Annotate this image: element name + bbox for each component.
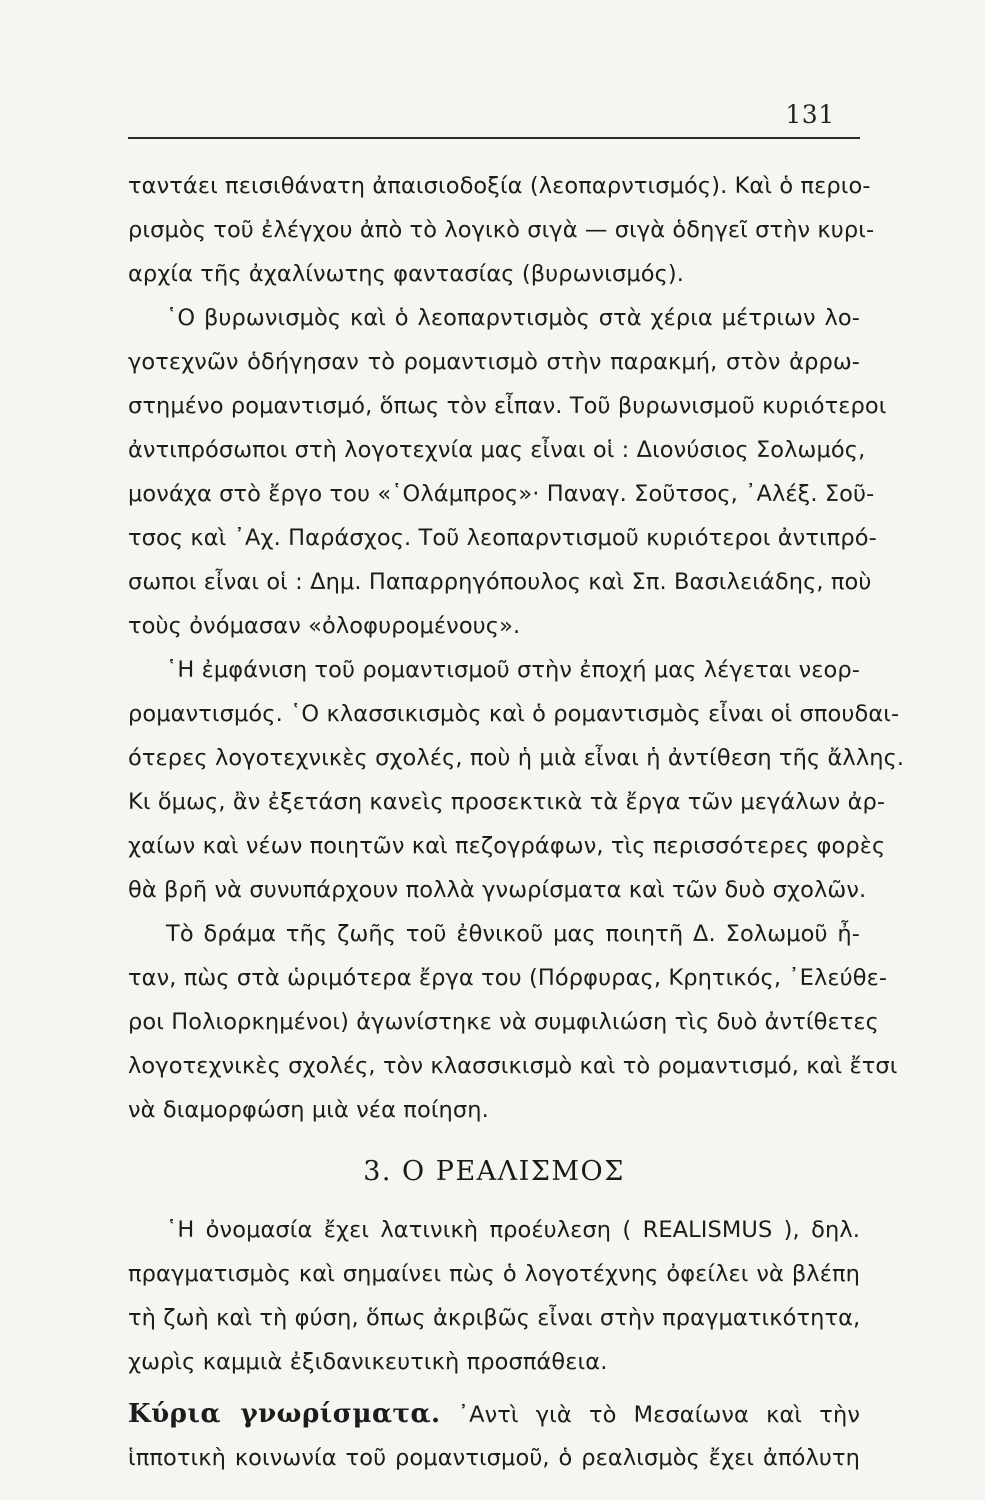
- header-rule: [128, 137, 860, 139]
- text-line: μονάχα στὸ ἔργο του «῾Ολάμπρος»· Παναγ. Σοῦτσος, ᾿Αλέξ. Σοῦ-: [128, 481, 875, 507]
- text-line: Κι ὅμως, ἂν ἐξετάση κανεὶς προσεκτικὰ τὰ ἔργα τῶν μεγάλων ἀρ-: [128, 789, 886, 815]
- text-line: ρισμὸς τοῦ ἐλέγχου ἀπὸ τὸ λογικὸ σιγὰ — σιγὰ ὁδηγεῖ στὴν κυρι-: [128, 217, 875, 243]
- text-line: λογοτεχνικὲς σχολές, τὸν κλασσικισμὸ καὶ τὸ ρομαντισμό, καὶ ἔτσι: [128, 1053, 898, 1079]
- text-line: αρχία τῆς ἀχαλίνωτης φαντασίας (βυρωνισμός).: [128, 261, 685, 287]
- text-line: ταν, πὼς στὰ ὡριμότερα ἔργα του (Πόρφυρας, Κρητικός, ᾿Ελεύθε-: [128, 965, 888, 991]
- subheading-line: [128, 1392, 860, 1436]
- text-line: σωποι εἶναι οἱ : Δημ. Παπαρρηγόπουλος καὶ Σπ. Βασιλειάδης, ποὺ: [128, 569, 872, 595]
- text-line: τὴ ζωὴ καὶ τὴ φύση, ὅπως ἀκριβῶς εἶναι στὴν πραγματικότητα,: [128, 1305, 861, 1331]
- text-line: ροι Πολιορκημένοι) ἀγωνίστηκε νὰ συμφιλιώση τὶς δυὸ ἀντίθετες: [128, 1009, 879, 1035]
- text-line: ταντάει πεισιθάνατη ἀπαισιοδοξία (λεοπαρντισμός). Καὶ ὁ περιο-: [128, 173, 871, 199]
- subheading-line-text: ᾿Αντὶ γιὰ τὸ Μεσαίωνα καὶ τὴν: [440, 1402, 860, 1428]
- text-line: ρομαντισμός. ῾Ο κλασσικισμὸς καὶ ὁ ρομαντισμὸς εἶναι οἱ σπουδαι-: [128, 701, 900, 727]
- page-number: 131: [785, 100, 835, 129]
- text-line: ότερες λογοτεχνικὲς σχολές, ποὺ ἡ μιὰ εἶναι ἡ ἀντίθεση τῆς ἄλλης.: [128, 745, 905, 771]
- text-line: πραγματισμὸς καὶ σημαίνει πὼς ὁ λογοτέχνης ὀφείλει νὰ βλέπη: [128, 1261, 860, 1287]
- text-line: χωρὶς καμμιὰ ἐξιδανικευτικὴ προσπάθεια.: [128, 1349, 608, 1375]
- text-line: τσος καὶ ᾿Αχ. Παράσχος. Τοῦ λεοπαρντισμοῦ κυριότεροι ἀντιπρό-: [128, 525, 877, 551]
- text-line: ῾Ο βυρωνισμὸς καὶ ὁ λεοπαρντισμὸς στὰ χέρια μέτριων λο-: [166, 305, 860, 331]
- text-line: νὰ διαμορφώση μιὰ νέα ποίηση.: [128, 1097, 489, 1123]
- text-line: γοτεχνῶν ὁδήγησαν τὸ ρομαντισμὸ στὴν παρακμή, στὸν ἀρρω-: [128, 349, 860, 375]
- text-line: τοὺς ὀνόμασαν «ὀλοφυρομένους».: [128, 613, 521, 639]
- text-line: ῾Η ἐμφάνιση τοῦ ρομαντισμοῦ στὴν ἐποχή μας λέγεται νεορ-: [166, 657, 861, 683]
- section-heading: 3. Ο ΡΕΑΛΙΣΜΟΣ: [363, 1156, 625, 1187]
- text-line: ἱπποτικὴ κοινωνία τοῦ ρομαντισμοῦ, ὁ ρεαλισμὸς ἔχει ἀπόλυτη: [128, 1445, 860, 1471]
- text-line: στημένο ρομαντισμό, ὅπως τὸν εἶπαν. Τοῦ βυρωνισμοῦ κυριότεροι: [128, 393, 887, 419]
- text-line: χαίων καὶ νέων ποιητῶν καὶ πεζογράφων, τὶς περισσότερες φορὲς: [128, 833, 886, 859]
- text-line: Τὸ δράμα τῆς ζωῆς τοῦ ἐθνικοῦ μας ποιητῆ Δ. Σολωμοῦ ἦ-: [166, 921, 860, 947]
- text-line: ῾Η ὀνομασία ἔχει λατινικὴ προέυλεση ( REALISMUS ), δηλ.: [166, 1217, 860, 1243]
- text-line: θὰ βρῆ νὰ συνυπάρχουν πολλὰ γνωρίσματα καὶ τῶν δυὸ σχολῶν.: [128, 877, 867, 903]
- text-line: ἀντιπρόσωποι στὴ λογοτεχνία μας εἶναι οἱ : Διονύσιος Σολωμός,: [128, 437, 866, 463]
- bold-subheading: Κύρια γνωρίσματα.: [128, 1399, 441, 1429]
